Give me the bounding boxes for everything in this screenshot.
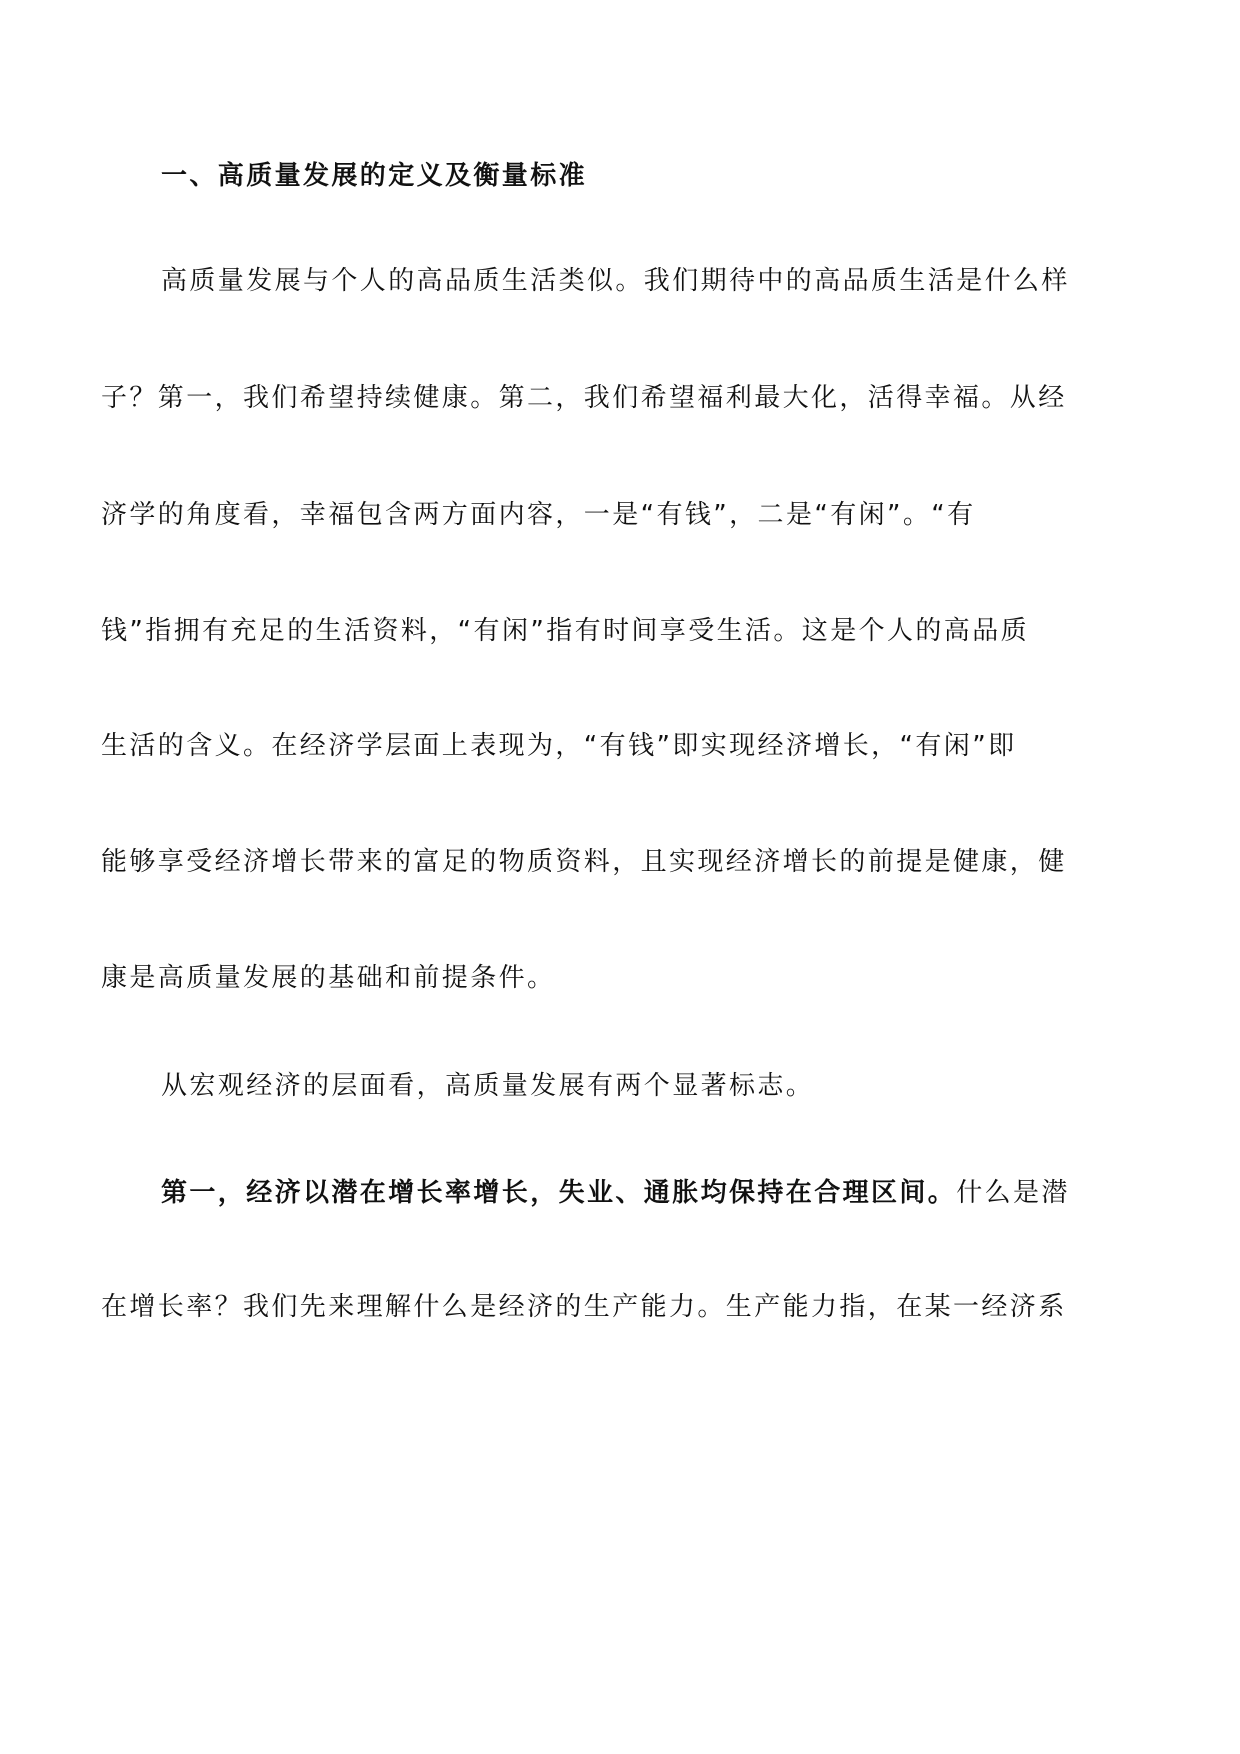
key-point-bold: 第一，经济以潜在增长率增长，失业、通胀均保持在合理区间。 bbox=[161, 1178, 957, 1208]
paragraph-3-line-2: 在增长率？我们先来理解什么是经济的生产能力。生产能力指，在某一经济系 bbox=[101, 1292, 1067, 1322]
section-heading: 一、高质量发展的定义及衡量标准 bbox=[161, 161, 588, 191]
paragraph-1-line-6: 能够享受经济增长带来的富足的物质资料，且实现经济增长的前提是健康，健 bbox=[101, 847, 1067, 877]
paragraph-3-line-1 bbox=[161, 1163, 1161, 1223]
paragraph-2-line-1: 从宏观经济的层面看，高质量发展有两个显著标志。 bbox=[161, 1071, 815, 1101]
paragraph-1-line-5: 生活的含义。在经济学层面上表现为，“有钱”即实现经济增长，“有闲”即 bbox=[101, 731, 1017, 761]
paragraph-1-line-3: 济学的角度看，幸福包含两方面内容，一是“有钱”，二是“有闲”。“有 bbox=[101, 500, 976, 530]
paragraph-1-line-2: 子？第一，我们希望持续健康。第二，我们希望福利最大化，活得幸福。从经 bbox=[101, 383, 1067, 413]
paragraph-1-line-4: 钱”指拥有充足的生活资料，“有闲”指有时间享受生活。这是个人的高品质 bbox=[101, 616, 1030, 646]
paragraph-1-line-7: 康是高质量发展的基础和前提条件。 bbox=[101, 963, 556, 993]
key-point-continuation: 什么是潜 bbox=[956, 1178, 1070, 1208]
paragraph-1-line-1: 高质量发展与个人的高品质生活类似。我们期待中的高品质生活是什么样 bbox=[161, 266, 1070, 296]
